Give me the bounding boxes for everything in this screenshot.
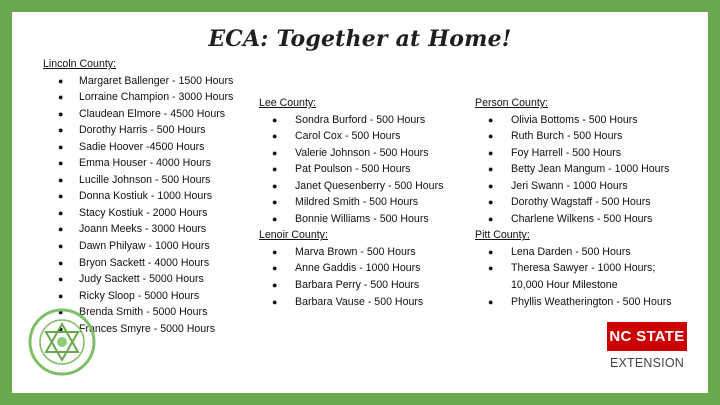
column-1 [43,56,233,337]
bullet-icon: ● [488,180,494,191]
list-item-text: Jeri Swann - 1000 Hours [511,179,628,192]
list-item-text: Lena Darden - 500 Hours [511,245,631,258]
list-item [259,294,443,311]
list-item-text: Donna Kostiuk - 1000 Hours [79,190,213,203]
list-item-text: Janet Quesenberry - 500 Hours [295,179,444,192]
list-item [475,211,672,228]
list-item-text: Anne Gaddis - 1000 Hours [295,262,421,275]
list-item-text: Foy Harrell - 500 Hours [511,146,622,159]
list-item [43,221,233,238]
list-item [43,89,233,106]
list-item [43,205,233,222]
list-item-text: Pat Poulson - 500 Hours [295,163,411,176]
list-item [259,145,443,162]
bullet-icon: ● [272,263,278,274]
county-heading: Lenoir County: [259,229,328,242]
list-item-text: Joann Meeks - 3000 Hours [79,223,207,236]
list-item-text: Lucille Johnson - 500 Hours [79,173,211,186]
brand-bottom: EXTENSION [609,356,685,370]
list-item-text: Sondra Burford - 500 Hours [295,113,426,126]
list-item [259,194,443,211]
list-item-text: Barbara Perry - 500 Hours [295,279,420,292]
list-item [43,73,233,90]
list-item-text: Dorothy Wagstaff - 500 Hours [511,196,651,209]
list-item [43,238,233,255]
bullet-icon: ● [488,197,494,208]
list-item [475,178,672,195]
list-item-text: Olivia Bottoms - 500 Hours [511,113,638,126]
county-heading: Lincoln County: [43,58,117,70]
bullet-icon: ● [272,280,278,291]
list-item [43,139,233,156]
county-heading: Lee County: [259,97,317,109]
list-item [259,244,443,261]
list-item [475,244,672,261]
list-item-text: Mildred Smith - 500 Hours [295,196,419,209]
bullet-icon: ● [58,224,64,235]
bullet-icon: ● [58,108,64,119]
bullet-icon: ● [272,213,278,224]
list-item [43,255,233,272]
column-3 [475,95,672,310]
bullet-icon: ● [58,290,64,301]
list-item-text: Judy Sackett - 5000 Hours [79,273,204,286]
list-item-text: Bryon Sackett - 4000 Hours [79,256,210,269]
bullet-icon: ● [58,191,64,202]
list-item-text: Ruth Burch - 500 Hours [511,130,623,143]
bullet-icon: ● [58,92,64,103]
list-item [475,260,672,277]
list-item [259,128,443,145]
list-item [259,277,443,294]
bullet-icon: ● [58,241,64,252]
list-item-text: Valerie Johnson - 500 Hours [295,146,429,159]
list-item-text: Claudean Elmore - 4500 Hours [79,107,226,120]
bullet-icon: ● [272,131,278,142]
bullet-icon: ● [488,131,494,142]
bullet-icon: ● [58,323,64,334]
bullet-icon: ● [272,296,278,307]
list-item-text: Lorraine Champion - 3000 Hours [79,91,234,104]
list-item-text: Carol Cox - 500 Hours [295,130,401,143]
bullet-icon: ● [58,158,64,169]
list-item-text: Ricky Sloop - 5000 Hours [79,289,200,302]
eca-seal-icon [26,306,98,378]
list-item-text: Barbara Vause - 500 Hours [295,295,424,308]
bullet-icon: ● [58,141,64,152]
list-item [259,260,443,277]
list-item [475,161,672,178]
bullet-icon: ● [488,164,494,175]
list-item [259,161,443,178]
bullet-icon: ● [58,174,64,185]
list-item [475,194,672,211]
list-item-text: Theresa Sawyer - 1000 Hours; [511,262,656,275]
list-item-text: Dorothy Harris - 500 Hours [79,124,206,137]
list-item [259,178,443,195]
list-item [259,112,443,129]
list-item [43,271,233,288]
list-item-text: Sadie Hoover -4500 Hours [79,140,205,153]
bullet-icon: ● [58,75,64,86]
list-item [259,211,443,228]
bullet-icon: ● [272,164,278,175]
member-list [475,112,672,228]
list-item-text: Margaret Ballenger - 1500 Hours [79,74,234,87]
list-item-text: Frances Smyre - 5000 Hours [79,322,216,335]
nc-state-extension-logo [607,322,687,376]
list-item-text: Bonnie Williams - 500 Hours [295,212,429,225]
list-item [43,188,233,205]
bullet-icon: ● [488,246,494,257]
list-item-text: Emma Houser - 4000 Hours [79,157,211,170]
brand-top: NC STATE [607,322,687,351]
list-item-text: 10,000 Hour Milestone [511,279,618,292]
list-item-text: Phyllis Weatherington - 500 Hours [511,295,672,308]
list-item [475,277,672,294]
list-item [475,294,672,311]
list-item-text: Marva Brown - 500 Hours [295,245,416,258]
bullet-icon: ● [488,263,494,274]
list-item [43,106,233,123]
bullet-icon: ● [272,197,278,208]
member-list [259,244,443,310]
list-item [43,288,233,305]
slide-title: ECA: Together at Home! [208,26,512,52]
list-item-text: Charlene Wilkens - 500 Hours [511,212,653,225]
bullet-icon: ● [488,147,494,158]
list-item-text: Dawn Philyaw - 1000 Hours [79,240,210,253]
county-heading: Person County: [475,97,549,109]
list-item [475,112,672,129]
member-list [259,112,443,228]
bullet-icon: ● [488,114,494,125]
bullet-icon: ● [58,307,64,318]
list-item [43,122,233,139]
bullet-icon: ● [58,274,64,285]
list-item [43,172,233,189]
county-heading: Pitt County: [475,229,530,242]
list-item-text: Stacy Kostiuk - 2000 Hours [79,206,208,219]
bullet-icon: ● [488,296,494,307]
member-list [43,73,233,338]
bullet-icon: ● [272,147,278,158]
bullet-icon: ● [58,125,64,136]
column-2 [259,95,443,310]
bullet-icon: ● [272,114,278,125]
list-item [43,155,233,172]
list-item [475,145,672,162]
bullet-icon: ● [272,246,278,257]
member-list [475,244,672,310]
bullet-icon: ● [58,257,64,268]
bullet-icon: ● [272,180,278,191]
list-item-text: Brenda Smith - 5000 Hours [79,306,208,319]
bullet-icon: ● [488,213,494,224]
bullet-icon: ● [58,207,64,218]
list-item [475,128,672,145]
list-item-text: Betty Jean Mangum - 1000 Hours [511,163,670,176]
